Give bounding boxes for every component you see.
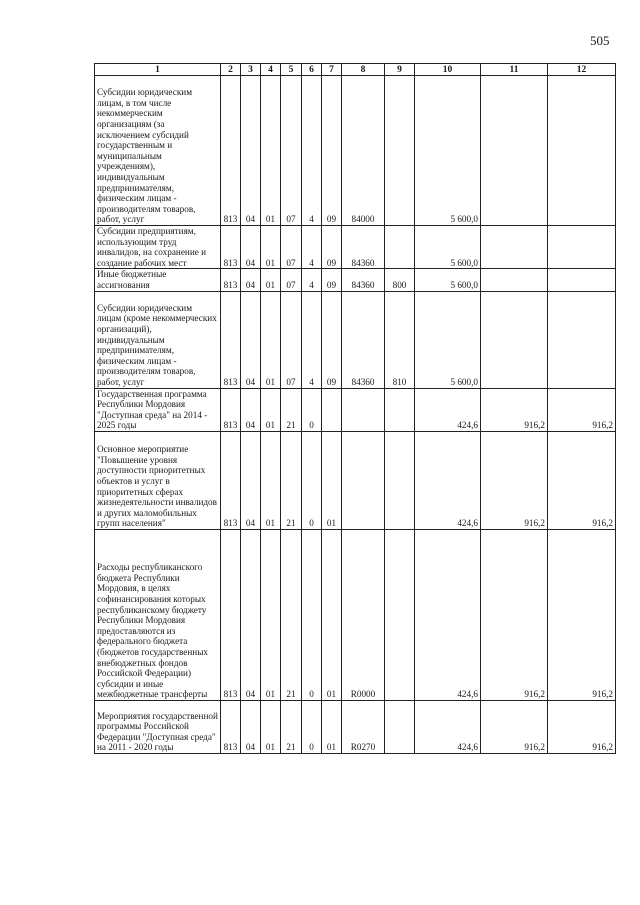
cell-col9 bbox=[385, 226, 415, 269]
cell-col7: 01 bbox=[322, 529, 342, 700]
cell-col4: 01 bbox=[261, 291, 281, 388]
cell-col4: 01 bbox=[261, 388, 281, 431]
column-header: 4 bbox=[261, 64, 281, 76]
row-description: Субсидии предприятиям, использующим труд инвалидов, на сохранение и создание рабочих мест bbox=[95, 226, 221, 269]
cell-col12: 916,2 bbox=[548, 388, 616, 431]
column-header: 1 bbox=[95, 64, 221, 76]
cell-col5: 21 bbox=[281, 529, 302, 700]
column-header: 7 bbox=[322, 64, 342, 76]
row-description: Субсидии юридическим лицам, в том числе некоммерческим организациям (за исключением субсидий государственным и муниципальным учреждениям), индивидуальным предпринимателям, физическим лицам - производителям товаров, работ, услуг bbox=[95, 76, 221, 226]
cell-col2: 813 bbox=[221, 431, 241, 529]
column-header: 11 bbox=[481, 64, 548, 76]
cell-col6: 4 bbox=[302, 291, 322, 388]
cell-col5: 21 bbox=[281, 431, 302, 529]
cell-col5: 07 bbox=[281, 291, 302, 388]
cell-col10: 424,6 bbox=[415, 388, 481, 431]
table-row bbox=[95, 700, 616, 753]
row-description: Мероприятия государственной программы Российской Федерации "Доступная среда" на 2011 - 2020 годы bbox=[95, 700, 221, 753]
cell-col3: 04 bbox=[241, 388, 261, 431]
cell-col10: 5 600,0 bbox=[415, 76, 481, 226]
cell-col6: 0 bbox=[302, 388, 322, 431]
cell-col8: 84360 bbox=[342, 291, 385, 388]
cell-col8 bbox=[342, 388, 385, 431]
cell-col9: 800 bbox=[385, 269, 415, 291]
cell-col2: 813 bbox=[221, 226, 241, 269]
cell-col3: 04 bbox=[241, 269, 261, 291]
cell-col10: 5 600,0 bbox=[415, 226, 481, 269]
cell-col10: 424,6 bbox=[415, 529, 481, 700]
column-header: 8 bbox=[342, 64, 385, 76]
column-header: 6 bbox=[302, 64, 322, 76]
cell-col7: 01 bbox=[322, 700, 342, 753]
cell-col3: 04 bbox=[241, 76, 261, 226]
cell-col2: 813 bbox=[221, 529, 241, 700]
cell-col4: 01 bbox=[261, 269, 281, 291]
cell-col12: 916,2 bbox=[548, 431, 616, 529]
cell-col6: 4 bbox=[302, 269, 322, 291]
cell-col11: 916,2 bbox=[481, 431, 548, 529]
cell-col12 bbox=[548, 269, 616, 291]
cell-col12: 916,2 bbox=[548, 529, 616, 700]
cell-col4: 01 bbox=[261, 76, 281, 226]
cell-col2: 813 bbox=[221, 291, 241, 388]
cell-col9 bbox=[385, 700, 415, 753]
cell-col12: 916,2 bbox=[548, 700, 616, 753]
cell-col8: 84360 bbox=[342, 226, 385, 269]
cell-col12 bbox=[548, 226, 616, 269]
cell-col8: R0270 bbox=[342, 700, 385, 753]
cell-col6: 4 bbox=[302, 76, 322, 226]
cell-col2: 813 bbox=[221, 700, 241, 753]
table-row bbox=[95, 291, 616, 388]
cell-col11 bbox=[481, 226, 548, 269]
column-header: 2 bbox=[221, 64, 241, 76]
cell-col10: 424,6 bbox=[415, 431, 481, 529]
cell-col11 bbox=[481, 269, 548, 291]
page-number: 505 bbox=[590, 33, 610, 48]
cell-col4: 01 bbox=[261, 700, 281, 753]
cell-col9 bbox=[385, 529, 415, 700]
cell-col10: 5 600,0 bbox=[415, 291, 481, 388]
cell-col2: 813 bbox=[221, 269, 241, 291]
column-header: 5 bbox=[281, 64, 302, 76]
cell-col6: 0 bbox=[302, 529, 322, 700]
cell-col6: 4 bbox=[302, 226, 322, 269]
cell-col2: 813 bbox=[221, 76, 241, 226]
cell-col10: 5 600,0 bbox=[415, 269, 481, 291]
table-row bbox=[95, 529, 616, 700]
cell-col7: 01 bbox=[322, 431, 342, 529]
cell-col4: 01 bbox=[261, 529, 281, 700]
cell-col9 bbox=[385, 431, 415, 529]
cell-col3: 04 bbox=[241, 700, 261, 753]
table-row bbox=[95, 269, 616, 291]
cell-col5: 07 bbox=[281, 269, 302, 291]
cell-col9: 810 bbox=[385, 291, 415, 388]
cell-col3: 04 bbox=[241, 529, 261, 700]
cell-col6: 0 bbox=[302, 431, 322, 529]
cell-col5: 07 bbox=[281, 226, 302, 269]
cell-col2: 813 bbox=[221, 388, 241, 431]
cell-col12 bbox=[548, 291, 616, 388]
cell-col10: 424,6 bbox=[415, 700, 481, 753]
header-row bbox=[95, 64, 616, 76]
row-description: Субсидии юридическим лицам (кроме некоммерческих организаций), индивидуальным предпринимателям, физическим лицам - производителям товаров, работ, услуг bbox=[95, 291, 221, 388]
cell-col7: 09 bbox=[322, 269, 342, 291]
cell-col3: 04 bbox=[241, 291, 261, 388]
cell-col7: 09 bbox=[322, 226, 342, 269]
cell-col5: 07 bbox=[281, 76, 302, 226]
cell-col7 bbox=[322, 388, 342, 431]
cell-col8 bbox=[342, 431, 385, 529]
column-header: 10 bbox=[415, 64, 481, 76]
cell-col8: 84000 bbox=[342, 76, 385, 226]
column-header: 9 bbox=[385, 64, 415, 76]
row-description: Расходы республиканского бюджета Республики Мордовия, в целях софинансирования которых республиканскому бюджету Республики Мордовия предоставляются из федерального бюджета (бюджетов государственных внебюджетных фондов Российской Федерации) субсидии и иные межбюджетные трансферты bbox=[95, 529, 221, 700]
row-description: Государственная программа Республики Мордовия "Доступная среда" на 2014 - 2025 годы bbox=[95, 388, 221, 431]
cell-col8: R0000 bbox=[342, 529, 385, 700]
cell-col11: 916,2 bbox=[481, 388, 548, 431]
cell-col5: 21 bbox=[281, 700, 302, 753]
table-row bbox=[95, 388, 616, 431]
cell-col5: 21 bbox=[281, 388, 302, 431]
cell-col12 bbox=[548, 76, 616, 226]
cell-col6: 0 bbox=[302, 700, 322, 753]
cell-col11: 916,2 bbox=[481, 529, 548, 700]
column-header: 12 bbox=[548, 64, 616, 76]
cell-col9 bbox=[385, 388, 415, 431]
table-row bbox=[95, 226, 616, 269]
cell-col3: 04 bbox=[241, 226, 261, 269]
cell-col11 bbox=[481, 291, 548, 388]
budget-table bbox=[94, 63, 616, 754]
cell-col3: 04 bbox=[241, 431, 261, 529]
cell-col7: 09 bbox=[322, 76, 342, 226]
column-header: 3 bbox=[241, 64, 261, 76]
table-row bbox=[95, 76, 616, 226]
cell-col11: 916,2 bbox=[481, 700, 548, 753]
cell-col4: 01 bbox=[261, 431, 281, 529]
cell-col9 bbox=[385, 76, 415, 226]
row-description: Основное мероприятие "Повышение уровня доступности приоритетных объектов и услуг в приоритетных сферах жизнедеятельности инвалидов и других маломобильных групп населения" bbox=[95, 431, 221, 529]
cell-col4: 01 bbox=[261, 226, 281, 269]
cell-col7: 09 bbox=[322, 291, 342, 388]
table-row bbox=[95, 431, 616, 529]
cell-col11 bbox=[481, 76, 548, 226]
cell-col8: 84360 bbox=[342, 269, 385, 291]
row-description: Иные бюджетные ассигнования bbox=[95, 269, 221, 291]
